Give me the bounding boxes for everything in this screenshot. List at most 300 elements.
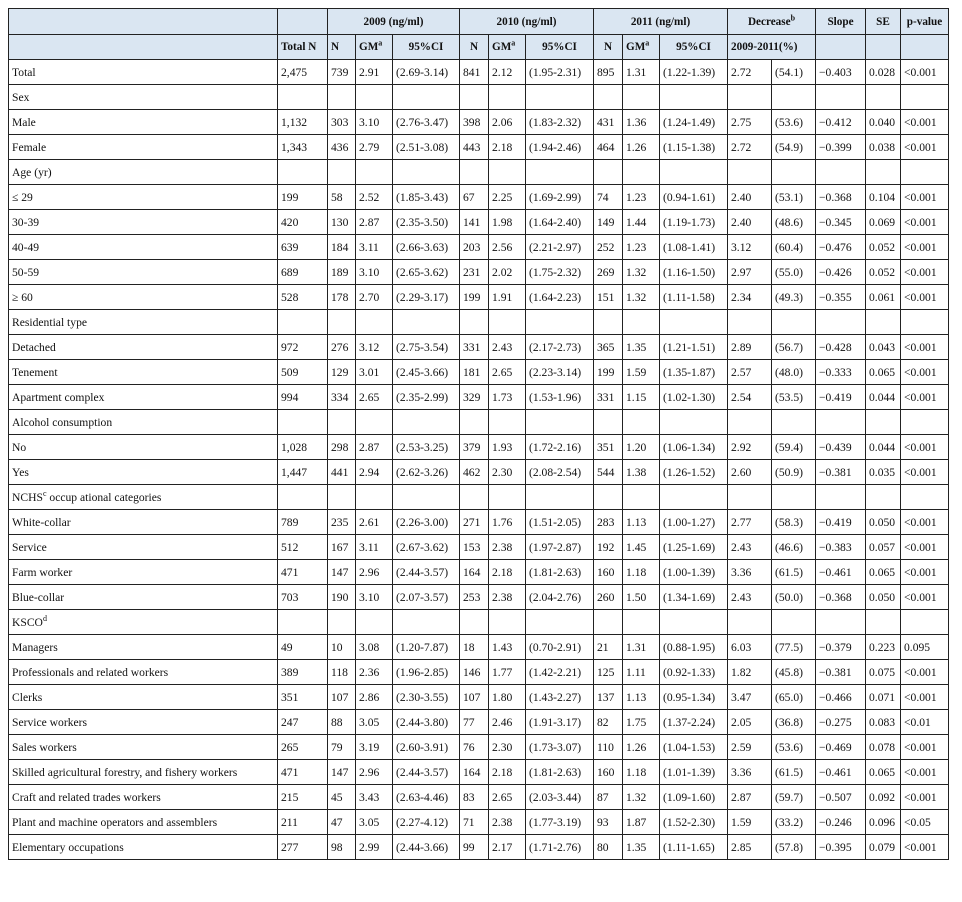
cell-gm-2011: 1.59 [623,360,660,385]
cell-ci-2010: (1.75-2.32) [526,260,594,285]
cell-slope: −0.419 [816,510,866,535]
row-label-text: Male [12,115,36,129]
cell-total-n: 1,343 [278,135,328,160]
cell-decrease-pct: (55.0) [772,260,816,285]
section-row [9,160,949,185]
cell-se [866,485,901,510]
cell-n-2010: 841 [460,60,489,85]
cell-ci-2010 [526,85,594,110]
row-label-text: Elementary occupations [12,840,124,854]
cell-decrease: 3.36 [728,760,772,785]
cell-n-2009: 147 [328,560,356,585]
cell-gm-2011: 1.20 [623,435,660,460]
cell-ci-2011: (1.37-2.24) [660,710,728,735]
row-label-text: ≤ 29 [12,190,33,204]
cell-ci-2011 [660,410,728,435]
cell-se: 0.057 [866,535,901,560]
cell-decrease-pct: (54.9) [772,135,816,160]
table-row [9,235,949,260]
cell-gm-2011: 1.11 [623,660,660,685]
table-row [9,585,949,610]
cell-gm-2011 [623,485,660,510]
cell-total-n: 420 [278,210,328,235]
row-label [9,785,278,810]
row-label-text: Detached [12,340,56,354]
cell-decrease: 1.82 [728,660,772,685]
gm-sup: a [511,38,516,48]
cell-ci-2011: (1.09-1.60) [660,785,728,810]
cell-ci-2010: (1.94-2.46) [526,135,594,160]
cell-slope: −0.368 [816,185,866,210]
cell-decrease-pct [772,310,816,335]
cell-gm-2010 [489,410,526,435]
cell-n-2010: 203 [460,235,489,260]
subheader-decrease-period: 2009-2011(%) [728,35,816,60]
cell-ci-2011: (1.34-1.69) [660,585,728,610]
cell-n-2011 [594,310,623,335]
cell-gm-2009: 2.86 [356,685,393,710]
cell-se: 0.071 [866,685,901,710]
cell-gm-2010: 2.02 [489,260,526,285]
row-label [9,435,278,460]
cell-ci-2011: (1.22-1.39) [660,60,728,85]
cell-n-2010: 83 [460,785,489,810]
gm-sup: a [378,38,383,48]
cell-decrease-pct: (61.5) [772,760,816,785]
cell-se: 0.083 [866,710,901,735]
cell-se: 0.028 [866,60,901,85]
cell-n-2010: 153 [460,535,489,560]
section-row [9,485,949,510]
cell-total-n: 703 [278,585,328,610]
cell-p-value: <0.001 [901,460,949,485]
row-label-text: Female [12,140,47,154]
cell-gm-2011: 1.35 [623,835,660,860]
table-row [9,135,949,160]
cell-se: 0.079 [866,835,901,860]
cell-slope: −0.333 [816,360,866,385]
cell-decrease [728,310,772,335]
table-row [9,110,949,135]
cell-n-2010: 331 [460,335,489,360]
cell-p-value: <0.001 [901,785,949,810]
cell-gm-2011 [623,310,660,335]
cell-slope [816,85,866,110]
cell-ci-2010: (1.73-3.07) [526,735,594,760]
cell-p-value: 0.095 [901,635,949,660]
cell-ci-2009: (2.76-3.47) [393,110,460,135]
row-label [9,560,278,585]
gm-text: GM [359,41,379,53]
header-blank-2 [278,9,328,35]
cell-decrease-pct: (48.0) [772,360,816,385]
cell-ci-2010 [526,610,594,635]
header-row-sub [9,35,949,60]
cell-decrease-pct: (56.7) [772,335,816,360]
cell-n-2011: 269 [594,260,623,285]
cell-se [866,310,901,335]
table-row [9,285,949,310]
cell-gm-2010: 2.65 [489,785,526,810]
cell-gm-2009: 3.19 [356,735,393,760]
cell-total-n: 972 [278,335,328,360]
cell-decrease: 2.43 [728,535,772,560]
cell-gm-2011: 1.26 [623,735,660,760]
cell-ci-2011 [660,160,728,185]
cell-gm-2011: 1.31 [623,635,660,660]
cell-ci-2009: (1.20-7.87) [393,635,460,660]
cell-ci-2009 [393,160,460,185]
cell-n-2009: 107 [328,685,356,710]
cell-gm-2009: 3.11 [356,535,393,560]
cell-n-2011: 431 [594,110,623,135]
cell-decrease-pct [772,410,816,435]
row-label-rest: occup ational categories [46,490,162,504]
cell-decrease: 2.77 [728,510,772,535]
cell-decrease: 3.47 [728,685,772,710]
row-label-text: Managers [12,640,58,654]
gm-sup: a [645,38,650,48]
cell-n-2009: 190 [328,585,356,610]
cell-total-n: 509 [278,360,328,385]
cell-se: 0.044 [866,435,901,460]
row-label [9,710,278,735]
cell-se: 0.104 [866,185,901,210]
row-label-text: Craft and related trades workers [12,790,161,804]
header-se: SE [866,9,901,35]
cell-n-2011: 82 [594,710,623,735]
cell-decrease-pct: (59.7) [772,785,816,810]
table-row [9,260,949,285]
header-2011: 2011 (ng/ml) [594,9,728,35]
cell-n-2011: 544 [594,460,623,485]
cell-n-2009: 147 [328,760,356,785]
cell-se [866,610,901,635]
cell-total-n: 512 [278,535,328,560]
subheader-total-n: Total N [278,35,328,60]
cell-n-2010 [460,160,489,185]
cell-decrease: 6.03 [728,635,772,660]
cell-ci-2011: (1.06-1.34) [660,435,728,460]
row-label-text: Total [12,65,36,79]
cell-p-value: <0.001 [901,135,949,160]
cell-gm-2010: 2.30 [489,735,526,760]
cell-n-2010: 271 [460,510,489,535]
row-label [9,460,278,485]
cell-n-2011 [594,485,623,510]
cell-p-value [901,410,949,435]
cell-total-n: 211 [278,810,328,835]
cell-ci-2011 [660,610,728,635]
cell-gm-2009 [356,485,393,510]
cell-gm-2009: 2.70 [356,285,393,310]
cell-n-2010 [460,410,489,435]
cell-decrease-pct: (61.5) [772,560,816,585]
row-label [9,685,278,710]
cell-ci-2011: (0.94-1.61) [660,185,728,210]
cell-total-n [278,160,328,185]
cell-n-2009: 130 [328,210,356,235]
cell-n-2011: 283 [594,510,623,535]
cell-decrease: 2.59 [728,735,772,760]
cell-gm-2010: 1.43 [489,635,526,660]
cell-ci-2009 [393,85,460,110]
cell-ci-2010: (1.97-2.87) [526,535,594,560]
row-label [9,335,278,360]
cell-decrease-pct: (58.3) [772,510,816,535]
cell-gm-2011 [623,85,660,110]
cell-n-2011: 151 [594,285,623,310]
cell-n-2009: 47 [328,810,356,835]
cell-gm-2011: 1.23 [623,235,660,260]
cell-slope: −0.381 [816,460,866,485]
row-label-text: NCHS [12,490,43,504]
cell-n-2010: 76 [460,735,489,760]
cell-total-n: 2,475 [278,60,328,85]
cell-slope: −0.419 [816,385,866,410]
cell-ci-2011: (1.21-1.51) [660,335,728,360]
cell-p-value: <0.001 [901,760,949,785]
cell-total-n [278,485,328,510]
cell-decrease-pct: (77.5) [772,635,816,660]
section-label [9,410,278,435]
cell-n-2011: 125 [594,660,623,685]
cell-se: 0.035 [866,460,901,485]
subheader-blank-se [866,35,901,60]
cell-total-n: 471 [278,560,328,585]
cell-ci-2009: (2.45-3.66) [393,360,460,385]
cell-ci-2011: (0.95-1.34) [660,685,728,710]
header-decrease [728,9,816,35]
cell-decrease-pct: (48.6) [772,210,816,235]
cell-p-value [901,610,949,635]
cell-n-2010: 71 [460,810,489,835]
cell-gm-2010: 2.46 [489,710,526,735]
cell-ci-2009: (2.26-3.00) [393,510,460,535]
cell-gm-2010 [489,485,526,510]
cell-ci-2010: (1.69-2.99) [526,185,594,210]
cell-ci-2010: (1.42-2.21) [526,660,594,685]
cell-slope: −0.368 [816,585,866,610]
cell-ci-2010: (1.51-2.05) [526,510,594,535]
subheader-gm-2010 [489,35,526,60]
cell-slope: −0.507 [816,785,866,810]
cell-slope: −0.403 [816,60,866,85]
cell-decrease [728,610,772,635]
cell-ci-2011: (1.01-1.39) [660,760,728,785]
cell-n-2011: 895 [594,60,623,85]
cell-n-2009: 189 [328,260,356,285]
subheader-gm-2011 [623,35,660,60]
table-row [9,60,949,85]
cell-gm-2009 [356,160,393,185]
cell-gm-2010: 2.30 [489,460,526,485]
cell-gm-2009: 3.01 [356,360,393,385]
cell-ci-2011: (1.02-1.30) [660,385,728,410]
cell-n-2011 [594,410,623,435]
cell-gm-2010: 2.43 [489,335,526,360]
cell-total-n: 199 [278,185,328,210]
cell-n-2011: 199 [594,360,623,385]
cell-gm-2011: 1.44 [623,210,660,235]
cell-decrease-pct: (53.6) [772,110,816,135]
cell-ci-2010: (1.64-2.40) [526,210,594,235]
table-row [9,360,949,385]
row-label [9,260,278,285]
cell-gm-2010: 1.80 [489,685,526,710]
cell-gm-2010: 2.25 [489,185,526,210]
cell-p-value: <0.001 [901,260,949,285]
row-label [9,760,278,785]
cell-ci-2011: (1.26-1.52) [660,460,728,485]
cell-decrease-pct: (36.8) [772,710,816,735]
row-label-text: Clerks [12,690,43,704]
cell-n-2010: 164 [460,760,489,785]
cell-ci-2011: (0.88-1.95) [660,635,728,660]
cell-gm-2009 [356,310,393,335]
cell-n-2010: 253 [460,585,489,610]
cell-se: 0.052 [866,235,901,260]
cell-gm-2011: 1.23 [623,185,660,210]
cell-n-2010: 141 [460,210,489,235]
cell-n-2009: 441 [328,460,356,485]
cell-gm-2011: 1.32 [623,785,660,810]
cell-gm-2009: 2.87 [356,210,393,235]
cell-n-2010: 231 [460,260,489,285]
cell-n-2009: 129 [328,360,356,385]
cell-ci-2010: (2.08-2.54) [526,460,594,485]
cell-gm-2011: 1.31 [623,60,660,85]
header-2009: 2009 (ng/ml) [328,9,460,35]
cell-decrease-pct [772,160,816,185]
cell-gm-2009: 2.52 [356,185,393,210]
cell-decrease-pct: (45.8) [772,660,816,685]
cell-gm-2009: 3.10 [356,260,393,285]
cell-n-2010: 462 [460,460,489,485]
cell-decrease-pct: (53.5) [772,385,816,410]
row-label [9,135,278,160]
section-label [9,485,278,510]
cell-se: 0.050 [866,510,901,535]
cell-total-n: 247 [278,710,328,735]
row-label [9,660,278,685]
cell-n-2011: 260 [594,585,623,610]
cell-se: 0.069 [866,210,901,235]
cell-gm-2011: 1.18 [623,760,660,785]
cell-gm-2009: 3.05 [356,710,393,735]
row-label-text: ≥ 60 [12,290,33,304]
row-label-text: White-collar [12,515,71,529]
header-row-groups [9,9,949,35]
cell-p-value [901,310,949,335]
cell-n-2009: 436 [328,135,356,160]
cell-gm-2009 [356,85,393,110]
cell-p-value: <0.001 [901,385,949,410]
table-row [9,760,949,785]
cell-slope: −0.355 [816,285,866,310]
cell-ci-2009: (2.62-3.26) [393,460,460,485]
cell-ci-2010: (1.72-2.16) [526,435,594,460]
cell-gm-2009: 2.96 [356,760,393,785]
subheader-n-2010: N [460,35,489,60]
cell-total-n: 639 [278,235,328,260]
cell-n-2009: 235 [328,510,356,535]
cell-decrease-pct: (49.3) [772,285,816,310]
table-row [9,460,949,485]
cell-decrease-pct [772,485,816,510]
cell-total-n: 994 [278,385,328,410]
cell-decrease [728,160,772,185]
cell-gm-2010: 2.38 [489,585,526,610]
cell-slope: −0.246 [816,810,866,835]
cell-decrease-pct [772,610,816,635]
cell-ci-2011: (1.08-1.41) [660,235,728,260]
cell-gm-2010 [489,310,526,335]
cell-decrease [728,85,772,110]
table-row [9,335,949,360]
cell-ci-2011: (1.04-1.53) [660,735,728,760]
cell-ci-2011 [660,485,728,510]
cell-decrease-pct: (50.0) [772,585,816,610]
cell-decrease: 2.89 [728,335,772,360]
cell-n-2009 [328,85,356,110]
section-row [9,410,949,435]
cell-se: 0.052 [866,260,901,285]
cell-slope [816,160,866,185]
cell-se: 0.096 [866,810,901,835]
cell-gm-2009 [356,410,393,435]
table-row [9,685,949,710]
cell-ci-2010: (1.81-2.63) [526,560,594,585]
cell-p-value: <0.001 [901,535,949,560]
cell-n-2010 [460,310,489,335]
cell-decrease: 3.36 [728,560,772,585]
header-blank-1 [9,9,278,35]
cell-total-n [278,85,328,110]
cell-decrease [728,410,772,435]
cell-se: 0.075 [866,660,901,685]
cell-n-2010 [460,610,489,635]
cell-p-value: <0.05 [901,810,949,835]
cell-gm-2009: 3.10 [356,585,393,610]
table-row [9,710,949,735]
row-label-sup: d [42,613,47,623]
cell-gm-2011 [623,160,660,185]
cell-decrease: 2.92 [728,435,772,460]
subheader-ci-2009: 95%CI [393,35,460,60]
cell-decrease: 2.40 [728,210,772,235]
cell-n-2010: 199 [460,285,489,310]
row-label-text: Tenement [12,365,58,379]
table-row [9,660,949,685]
cell-ci-2011: (1.11-1.65) [660,835,728,860]
cell-total-n: 528 [278,285,328,310]
cell-n-2011: 160 [594,560,623,585]
row-label-text: 40-49 [12,240,40,254]
cell-ci-2011: (1.00-1.27) [660,510,728,535]
cell-gm-2010: 1.98 [489,210,526,235]
cell-decrease: 2.97 [728,260,772,285]
cell-ci-2010 [526,160,594,185]
cell-slope: −0.469 [816,735,866,760]
cell-gm-2009: 2.96 [356,560,393,585]
header-slope: Slope [816,9,866,35]
cell-gm-2011: 1.87 [623,810,660,835]
cell-p-value: <0.01 [901,710,949,735]
cell-total-n: 689 [278,260,328,285]
row-label [9,535,278,560]
cell-slope: −0.461 [816,760,866,785]
